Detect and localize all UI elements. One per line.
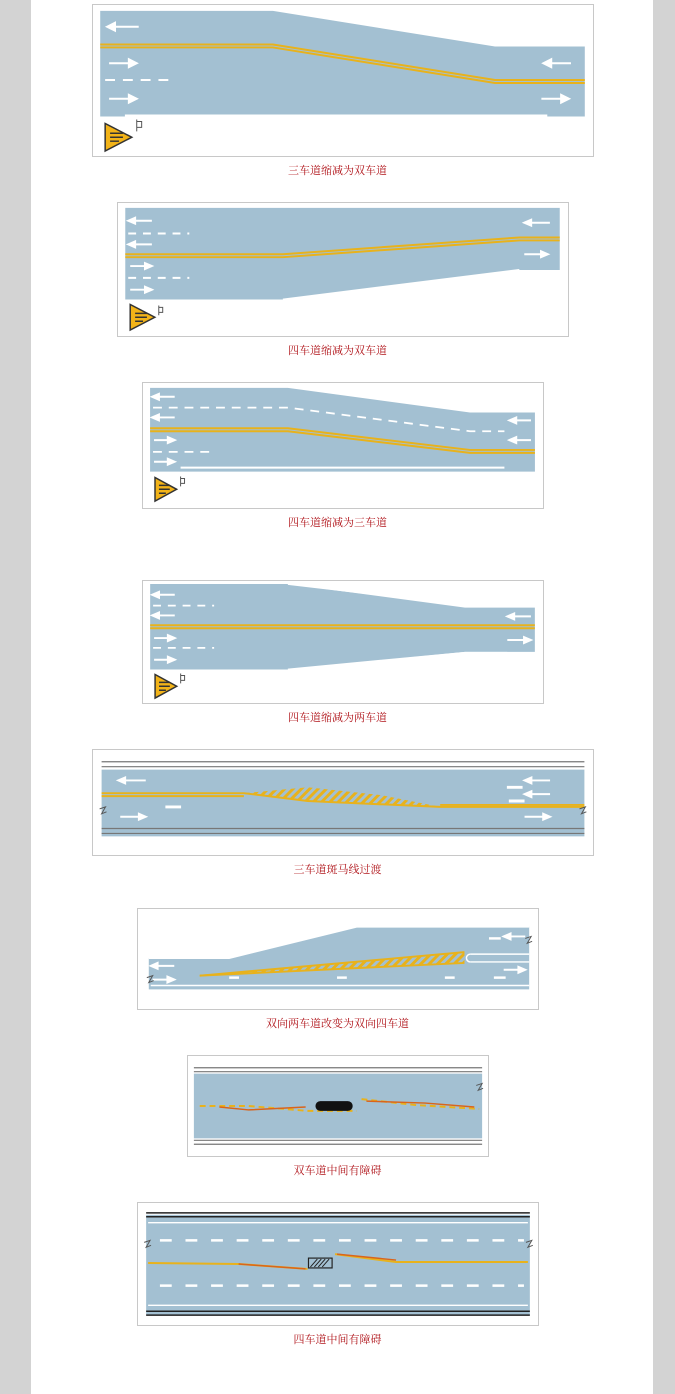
diagram-two-way-two-to-four-lanes	[137, 908, 539, 1010]
obstacle-icon	[315, 1101, 352, 1111]
road-illustration	[93, 5, 593, 156]
figure-caption: 四车道中间有障碍	[293, 1333, 382, 1346]
road-illustration	[93, 750, 593, 855]
figure-caption: 双向两车道改变为双向四车道	[266, 1017, 409, 1030]
lane-reduction-warning-sign-icon	[130, 304, 163, 330]
diagram-three-lane-hatched-transition	[92, 749, 594, 856]
obstacle-icon	[308, 1258, 332, 1268]
diagram-four-to-two-lanes	[117, 202, 569, 337]
road-illustration	[118, 203, 568, 336]
diagram-four-to-two-lanes-symmetric	[142, 580, 544, 704]
figure-caption: 四车道缩减为两车道	[288, 711, 387, 724]
road-illustration	[143, 581, 543, 703]
figure-caption: 双车道中间有障碍	[293, 1164, 382, 1177]
road-illustration	[143, 383, 543, 508]
figure-caption: 三车道斑马线过渡	[293, 863, 382, 876]
road-illustration	[138, 1203, 538, 1325]
diagram-two-lane-with-obstacle	[187, 1055, 489, 1157]
diagram-four-lane-with-obstacle	[137, 1202, 539, 1326]
diagram-three-to-two-lanes	[92, 4, 594, 157]
figure-caption: 三车道缩减为双车道	[288, 164, 387, 177]
figure-caption: 四车道缩减为双车道	[288, 344, 387, 357]
lane-reduction-warning-sign-icon	[105, 119, 142, 151]
road-illustration	[188, 1056, 488, 1156]
lane-reduction-warning-sign-icon	[155, 477, 185, 502]
figure-caption: 四车道缩减为三车道	[288, 516, 387, 529]
road-illustration	[138, 909, 538, 1009]
lane-reduction-warning-sign-icon	[155, 673, 185, 698]
diagram-four-to-three-lanes	[142, 382, 544, 509]
